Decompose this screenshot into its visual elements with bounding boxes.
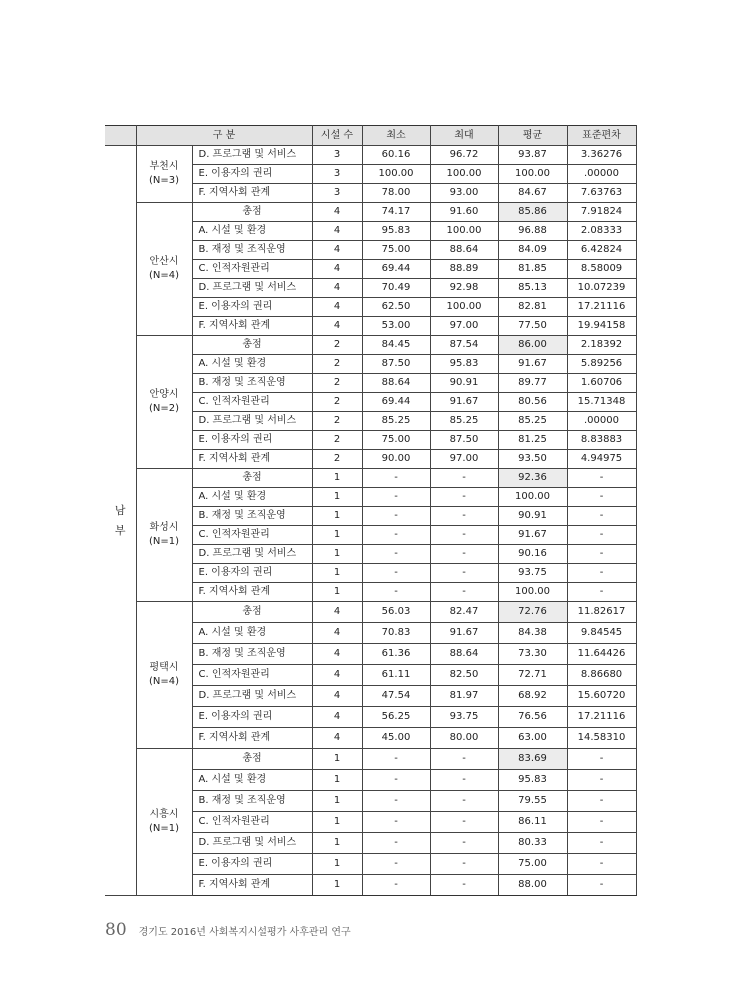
sd-cell: 17.21116 [567, 707, 636, 728]
min-cell: 100.00 [362, 165, 430, 184]
avg-cell: 84.67 [498, 184, 567, 203]
category-cell: B. 재정 및 조직운영 [192, 644, 312, 665]
min-cell: - [362, 812, 430, 833]
category-cell: C. 인적자원관리 [192, 812, 312, 833]
count-cell: 2 [312, 393, 362, 412]
max-cell: - [430, 812, 498, 833]
city-count: (N=2) [148, 403, 180, 414]
statistics-table [105, 125, 637, 896]
count-cell: 4 [312, 279, 362, 298]
category-cell: F. 지역사회 관계 [192, 875, 312, 896]
category-cell: C. 인적자원관리 [192, 665, 312, 686]
max-cell: 87.54 [430, 336, 498, 355]
min-cell: - [362, 791, 430, 812]
avg-cell: 92.36 [498, 469, 567, 488]
min-cell: - [362, 526, 430, 545]
max-cell: - [430, 488, 498, 507]
sd-cell: - [567, 812, 636, 833]
min-cell: 75.00 [362, 431, 430, 450]
avg-cell: 86.11 [498, 812, 567, 833]
category-cell: C. 인적자원관리 [192, 260, 312, 279]
min-cell: - [362, 583, 430, 602]
region-cell [105, 146, 136, 896]
table-body [105, 146, 636, 896]
avg-cell: 95.83 [498, 770, 567, 791]
max-cell: 95.83 [430, 355, 498, 374]
avg-cell: 85.86 [498, 203, 567, 222]
min-cell: 56.25 [362, 707, 430, 728]
header-max: 최대 [430, 126, 498, 146]
category-cell: 총점 [192, 336, 312, 355]
min-cell: 75.00 [362, 241, 430, 260]
avg-cell: 77.50 [498, 317, 567, 336]
header-category: 구 분 [136, 126, 312, 146]
category-cell: D. 프로그램 및 서비스 [192, 412, 312, 431]
sd-cell: 15.71348 [567, 393, 636, 412]
sd-cell: 15.60720 [567, 686, 636, 707]
category-cell: D. 프로그램 및 서비스 [192, 146, 312, 165]
max-cell: - [430, 469, 498, 488]
category-cell: B. 재정 및 조직운영 [192, 374, 312, 393]
sd-cell: - [567, 564, 636, 583]
city-count: (N=1) [148, 823, 180, 834]
sd-cell: 3.36276 [567, 146, 636, 165]
avg-cell: 76.56 [498, 707, 567, 728]
sd-cell: - [567, 833, 636, 854]
category-cell: D. 프로그램 및 서비스 [192, 279, 312, 298]
count-cell: 2 [312, 431, 362, 450]
count-cell: 1 [312, 875, 362, 896]
count-cell: 4 [312, 644, 362, 665]
sd-cell: - [567, 488, 636, 507]
sd-cell: - [567, 875, 636, 896]
sd-cell: 11.64426 [567, 644, 636, 665]
avg-cell: 83.69 [498, 749, 567, 770]
avg-cell: 100.00 [498, 165, 567, 184]
avg-cell: 80.33 [498, 833, 567, 854]
min-cell: 61.36 [362, 644, 430, 665]
min-cell: - [362, 854, 430, 875]
city-cell [136, 749, 192, 896]
min-cell: 78.00 [362, 184, 430, 203]
sd-cell: 2.18392 [567, 336, 636, 355]
min-cell: 85.25 [362, 412, 430, 431]
avg-cell: 80.56 [498, 393, 567, 412]
max-cell: - [430, 833, 498, 854]
sd-cell: - [567, 469, 636, 488]
min-cell: 87.50 [362, 355, 430, 374]
avg-cell: 68.92 [498, 686, 567, 707]
min-cell: 45.00 [362, 728, 430, 749]
avg-cell: 90.16 [498, 545, 567, 564]
sd-cell: 9.84545 [567, 623, 636, 644]
category-cell: B. 재정 및 조직운영 [192, 791, 312, 812]
category-cell: E. 이용자의 권리 [192, 564, 312, 583]
min-cell: 61.11 [362, 665, 430, 686]
count-cell: 4 [312, 602, 362, 623]
sd-cell: 7.63763 [567, 184, 636, 203]
table-row [105, 203, 636, 222]
city-cell [136, 203, 192, 336]
max-cell: 93.00 [430, 184, 498, 203]
min-cell: 69.44 [362, 260, 430, 279]
category-cell: C. 인적자원관리 [192, 393, 312, 412]
count-cell: 4 [312, 241, 362, 260]
category-cell: E. 이용자의 권리 [192, 165, 312, 184]
count-cell: 4 [312, 203, 362, 222]
city-cell [136, 602, 192, 749]
city-count: (N=3) [148, 175, 180, 186]
sd-cell: 5.89256 [567, 355, 636, 374]
count-cell: 2 [312, 450, 362, 469]
min-cell: - [362, 833, 430, 854]
max-cell: - [430, 507, 498, 526]
max-cell: 82.47 [430, 602, 498, 623]
count-cell: 4 [312, 298, 362, 317]
max-cell: - [430, 564, 498, 583]
category-cell: D. 프로그램 및 서비스 [192, 833, 312, 854]
min-cell: 69.44 [362, 393, 430, 412]
avg-cell: 75.00 [498, 854, 567, 875]
min-cell: - [362, 507, 430, 526]
table-row [105, 602, 636, 623]
city-count: (N=1) [148, 536, 180, 547]
table-header [105, 126, 636, 146]
max-cell: 90.91 [430, 374, 498, 393]
category-cell: F. 지역사회 관계 [192, 583, 312, 602]
category-cell: D. 프로그램 및 서비스 [192, 686, 312, 707]
count-cell: 3 [312, 146, 362, 165]
min-cell: - [362, 545, 430, 564]
avg-cell: 84.09 [498, 241, 567, 260]
sd-cell: 10.07239 [567, 279, 636, 298]
header-count: 시설 수 [312, 126, 362, 146]
page-footer [105, 920, 351, 940]
sd-cell: 1.60706 [567, 374, 636, 393]
sd-cell: 4.94975 [567, 450, 636, 469]
count-cell: 4 [312, 260, 362, 279]
category-cell: D. 프로그램 및 서비스 [192, 545, 312, 564]
max-cell: 97.00 [430, 450, 498, 469]
max-cell: - [430, 583, 498, 602]
min-cell: - [362, 749, 430, 770]
city-cell [136, 336, 192, 469]
sd-cell: - [567, 526, 636, 545]
header-min: 최소 [362, 126, 430, 146]
avg-cell: 88.00 [498, 875, 567, 896]
avg-cell: 63.00 [498, 728, 567, 749]
max-cell: 81.97 [430, 686, 498, 707]
min-cell: - [362, 875, 430, 896]
category-cell: B. 재정 및 조직운영 [192, 507, 312, 526]
city-count: (N=4) [148, 676, 180, 687]
min-cell: 56.03 [362, 602, 430, 623]
max-cell: 88.64 [430, 644, 498, 665]
avg-cell: 79.55 [498, 791, 567, 812]
category-cell: E. 이용자의 권리 [192, 298, 312, 317]
max-cell: 91.67 [430, 623, 498, 644]
avg-cell: 96.88 [498, 222, 567, 241]
avg-cell: 81.25 [498, 431, 567, 450]
count-cell: 1 [312, 488, 362, 507]
max-cell: 85.25 [430, 412, 498, 431]
min-cell: 90.00 [362, 450, 430, 469]
min-cell: - [362, 564, 430, 583]
sd-cell: 14.58310 [567, 728, 636, 749]
min-cell: 70.49 [362, 279, 430, 298]
city-name: 시흥시 [149, 809, 179, 820]
count-cell: 1 [312, 833, 362, 854]
category-cell: 총점 [192, 602, 312, 623]
avg-cell: 73.30 [498, 644, 567, 665]
count-cell: 1 [312, 749, 362, 770]
count-cell: 1 [312, 507, 362, 526]
max-cell: 100.00 [430, 222, 498, 241]
max-cell: 100.00 [430, 165, 498, 184]
count-cell: 4 [312, 665, 362, 686]
avg-cell: 91.67 [498, 526, 567, 545]
city-name: 부천시 [149, 161, 179, 172]
count-cell: 1 [312, 791, 362, 812]
max-cell: 88.64 [430, 241, 498, 260]
sd-cell: .00000 [567, 165, 636, 184]
sd-cell: 7.91824 [567, 203, 636, 222]
count-cell: 1 [312, 854, 362, 875]
count-cell: 3 [312, 184, 362, 203]
max-cell: - [430, 875, 498, 896]
category-cell: E. 이용자의 권리 [192, 707, 312, 728]
count-cell: 4 [312, 222, 362, 241]
count-cell: 1 [312, 564, 362, 583]
category-cell: F. 지역사회 관계 [192, 450, 312, 469]
count-cell: 4 [312, 707, 362, 728]
max-cell: 88.89 [430, 260, 498, 279]
max-cell: - [430, 526, 498, 545]
category-cell: E. 이용자의 권리 [192, 854, 312, 875]
avg-cell: 81.85 [498, 260, 567, 279]
category-cell: A. 시설 및 환경 [192, 355, 312, 374]
sd-cell: 19.94158 [567, 317, 636, 336]
header-avg: 평균 [498, 126, 567, 146]
max-cell: - [430, 545, 498, 564]
sd-cell: 8.86680 [567, 665, 636, 686]
count-cell: 1 [312, 469, 362, 488]
category-cell: F. 지역사회 관계 [192, 317, 312, 336]
max-cell: - [430, 749, 498, 770]
count-cell: 2 [312, 355, 362, 374]
count-cell: 3 [312, 165, 362, 184]
count-cell: 2 [312, 412, 362, 431]
category-cell: F. 지역사회 관계 [192, 184, 312, 203]
max-cell: 92.98 [430, 279, 498, 298]
min-cell: 60.16 [362, 146, 430, 165]
avg-cell: 93.87 [498, 146, 567, 165]
min-cell: 95.83 [362, 222, 430, 241]
avg-cell: 84.38 [498, 623, 567, 644]
min-cell: 84.45 [362, 336, 430, 355]
category-cell: A. 시설 및 환경 [192, 488, 312, 507]
avg-cell: 91.67 [498, 355, 567, 374]
sd-cell: 8.83883 [567, 431, 636, 450]
count-cell: 4 [312, 728, 362, 749]
count-cell: 4 [312, 686, 362, 707]
count-cell: 1 [312, 812, 362, 833]
avg-cell: 82.81 [498, 298, 567, 317]
sd-cell: 6.42824 [567, 241, 636, 260]
max-cell: - [430, 770, 498, 791]
avg-cell: 86.00 [498, 336, 567, 355]
category-cell: 총점 [192, 469, 312, 488]
min-cell: 74.17 [362, 203, 430, 222]
max-cell: - [430, 854, 498, 875]
avg-cell: 85.13 [498, 279, 567, 298]
count-cell: 1 [312, 526, 362, 545]
city-name: 화성시 [149, 522, 179, 533]
category-cell: A. 시설 및 환경 [192, 623, 312, 644]
sd-cell: - [567, 791, 636, 812]
avg-cell: 90.91 [498, 507, 567, 526]
header-corner-cell [105, 126, 136, 146]
page-number: 80 [105, 920, 127, 940]
min-cell: 88.64 [362, 374, 430, 393]
footer-title: 경기도 2016년 사회복지시설평가 사후관리 연구 [138, 927, 351, 938]
category-cell: A. 시설 및 환경 [192, 770, 312, 791]
table-row [105, 146, 636, 165]
avg-cell: 85.25 [498, 412, 567, 431]
min-cell: 53.00 [362, 317, 430, 336]
max-cell: 91.67 [430, 393, 498, 412]
city-count: (N=4) [148, 270, 180, 281]
category-cell: E. 이용자의 권리 [192, 431, 312, 450]
count-cell: 1 [312, 770, 362, 791]
min-cell: 62.50 [362, 298, 430, 317]
sd-cell: - [567, 854, 636, 875]
count-cell: 2 [312, 336, 362, 355]
region-label-char: 남 [114, 503, 126, 517]
avg-cell: 72.76 [498, 602, 567, 623]
table-row [105, 469, 636, 488]
category-cell: F. 지역사회 관계 [192, 728, 312, 749]
sd-cell: - [567, 749, 636, 770]
count-cell: 4 [312, 317, 362, 336]
avg-cell: 100.00 [498, 488, 567, 507]
sd-cell: - [567, 507, 636, 526]
category-cell: C. 인적자원관리 [192, 526, 312, 545]
count-cell: 4 [312, 623, 362, 644]
max-cell: 96.72 [430, 146, 498, 165]
header-sd: 표준편차 [567, 126, 636, 146]
sd-cell: - [567, 545, 636, 564]
count-cell: 2 [312, 374, 362, 393]
city-name: 안양시 [149, 389, 179, 400]
min-cell: 70.83 [362, 623, 430, 644]
city-name: 평택시 [149, 662, 179, 673]
table-row [105, 336, 636, 355]
max-cell: 97.00 [430, 317, 498, 336]
min-cell: - [362, 469, 430, 488]
city-cell [136, 146, 192, 203]
table-row [105, 749, 636, 770]
avg-cell: 100.00 [498, 583, 567, 602]
min-cell: 47.54 [362, 686, 430, 707]
city-name: 안산시 [149, 256, 179, 267]
max-cell: 93.75 [430, 707, 498, 728]
region-label-char: 부 [114, 523, 126, 537]
category-cell: 총점 [192, 203, 312, 222]
sd-cell: .00000 [567, 412, 636, 431]
avg-cell: 72.71 [498, 665, 567, 686]
count-cell: 1 [312, 545, 362, 564]
category-cell: 총점 [192, 749, 312, 770]
avg-cell: 93.50 [498, 450, 567, 469]
max-cell: 100.00 [430, 298, 498, 317]
max-cell: 80.00 [430, 728, 498, 749]
sd-cell: 2.08333 [567, 222, 636, 241]
avg-cell: 89.77 [498, 374, 567, 393]
max-cell: 91.60 [430, 203, 498, 222]
max-cell: 87.50 [430, 431, 498, 450]
sd-cell: - [567, 770, 636, 791]
avg-cell: 93.75 [498, 564, 567, 583]
max-cell: - [430, 791, 498, 812]
sd-cell: - [567, 583, 636, 602]
sd-cell: 11.82617 [567, 602, 636, 623]
max-cell: 82.50 [430, 665, 498, 686]
count-cell: 1 [312, 583, 362, 602]
sd-cell: 17.21116 [567, 298, 636, 317]
sd-cell: 8.58009 [567, 260, 636, 279]
min-cell: - [362, 770, 430, 791]
min-cell: - [362, 488, 430, 507]
city-cell [136, 469, 192, 602]
category-cell: B. 재정 및 조직운영 [192, 241, 312, 260]
category-cell: A. 시설 및 환경 [192, 222, 312, 241]
